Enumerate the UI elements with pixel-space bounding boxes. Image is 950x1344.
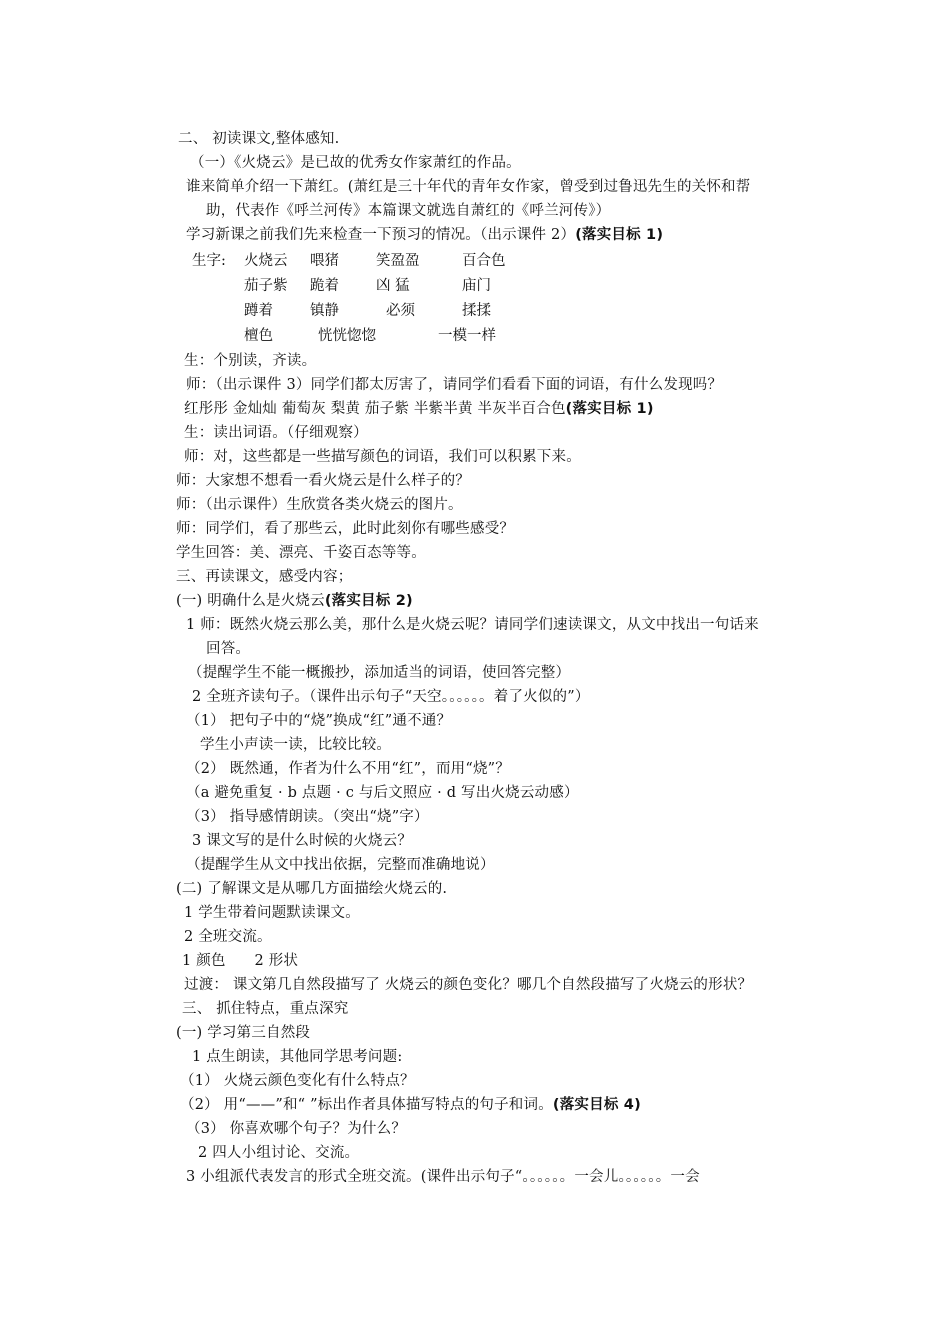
- para3-step1-line: 1 点生朗读，其他同学思考问题:: [192, 1049, 403, 1065]
- subsection-paragraph3: (一) 学习第三自然段: [176, 1025, 311, 1041]
- teacher-feelings-line: 师：同学们，看了那些云，此时此刻你有哪些感受？: [176, 521, 515, 537]
- intro-author-line: （一）《火烧云》是已故的优秀女作家萧红的作品。: [190, 155, 521, 171]
- answer-options-line: （a 避免重复 · b 点题 · c 与后文照应 · d 写出火烧云动感）: [186, 785, 579, 801]
- subsection-text: (一) 明确什么是火烧云: [176, 593, 325, 609]
- vocab-word: 凶 猛: [376, 278, 410, 294]
- preview-check-line: [186, 223, 663, 247]
- vocab-word: 百合色: [462, 253, 506, 269]
- vocab-word: 镇静: [310, 303, 339, 319]
- vocab-word: 笑盈盈: [376, 253, 420, 269]
- vocab-word: 茄子紫: [244, 278, 288, 294]
- vocab-word: 檀色: [244, 328, 273, 344]
- reminder-line: （提醒学生不能一概搬抄，添加适当的词语，使回答完整）: [188, 665, 571, 681]
- step1-continued: 回答。: [206, 641, 251, 657]
- student-read-words-line: 生：读出词语。（仔细观察）: [184, 425, 368, 441]
- teacher-pictures-line: 师：（出示课件）生欣赏各类火烧云的图片。: [176, 497, 463, 513]
- vocab-word: 揉揉: [462, 303, 491, 319]
- student-answer-line: 学生回答：美、漂亮、千姿百态等等。: [176, 545, 426, 561]
- question1-line: （1） 把句子中的“烧”换成“红”通不通？: [186, 713, 452, 729]
- vocab-word: 蹲着: [244, 303, 273, 319]
- subsection-aspects: (二) 了解课文是从哪几方面描绘火烧云的.: [176, 881, 448, 897]
- step2-class-read-line: 2 全班齐读句子。（课件出示句子“天空。。。。。。着了火似的”）: [192, 689, 590, 705]
- color-shape-line: 1 颜色 2 形状: [182, 953, 299, 969]
- aspects-step1-line: 1 学生带着问题默读课文。: [184, 905, 360, 921]
- vocab-word: 火烧云: [244, 253, 288, 269]
- color-words-line: [184, 397, 654, 421]
- question2-line: （2） 既然通，作者为什么不用“红”，而用“烧”？: [186, 761, 510, 777]
- vocab-row-1: [192, 249, 612, 273]
- vocab-label: 生字:: [192, 253, 226, 269]
- para3-step3-line: 3 小组派代表发言的形式全班交流。(课件出示句子“。。。。。。一会儿。。。。。。一会: [186, 1169, 700, 1185]
- teacher-courseware3-line: 师：（出示课件 3）同学们都太厉害了，请同学们看看下面的词语，有什么发现吗？: [186, 377, 723, 393]
- para3-question1-line: （1） 火烧云颜色变化有什么特点？: [180, 1073, 415, 1089]
- vocab-word: 跪着: [310, 278, 339, 294]
- vocab-word: 喂猪: [310, 253, 339, 269]
- teacher-accumulate-line: 师：对，这些都是一些描写颜色的词语，我们可以积累下来。: [184, 449, 581, 465]
- vocab-row-2: [192, 274, 612, 298]
- aspects-step2-line: 2 全班交流。: [184, 929, 272, 945]
- question3-line: （3） 指导感情朗读。（突出“烧”字）: [186, 809, 429, 825]
- section-heading-key-study: 三、 抓住特点，重点深究: [182, 1001, 349, 1017]
- vocab-row-3: [192, 299, 612, 323]
- vocab-word: 恍恍惚惚: [318, 328, 376, 344]
- intro-xiaohong-continued: 助，代表作《呼兰河传》本篇课文就选自萧红的《呼兰河传》）: [206, 203, 611, 219]
- objective-tag: (落实目标 1): [565, 401, 654, 417]
- para3-question3-line: （3） 你喜欢哪个句子？为什么？: [186, 1121, 407, 1137]
- vocab-row-4: [192, 324, 612, 348]
- question2-text: （2） 用“——”和“ ”标出作者具体描写特点的句子和词。: [180, 1097, 553, 1113]
- intro-xiaohong-line: 谁来简单介绍一下萧红。(萧红是三十年代的青年女作家，曾受到过鲁迅先生的关怀和帮: [186, 179, 751, 195]
- objective-tag: (落实目标 1): [575, 227, 664, 243]
- para3-question2-line: [180, 1093, 641, 1117]
- preview-check-text: 学习新课之前我们先来检查一下预习的情况。（出示课件 2）: [186, 227, 576, 243]
- step3-line: 3 课文写的是什么时候的火烧云？: [192, 833, 413, 849]
- vocab-word: 庙门: [462, 278, 491, 294]
- para3-step2-line: 2 四人小组讨论、交流。: [198, 1145, 360, 1161]
- reminder-evidence-line: （提醒学生从文中找出依据，完整而准确地说）: [186, 857, 495, 873]
- student-reading-line: 生：个别读，齐读。: [184, 353, 317, 369]
- vocab-word: 一模一样: [438, 328, 496, 344]
- step1-teacher-line: 1 师：既然火烧云那么美，那什么是火烧云呢？请同学们速读课文，从文中找出一句话来: [186, 617, 759, 633]
- section-heading-reread: 三、再读课文，感受内容；: [176, 569, 353, 585]
- color-words-text: 红彤彤 金灿灿 葡萄灰 梨黄 茄子紫 半紫半黄 半灰半百合色: [184, 401, 566, 417]
- teacher-question-line: 师：大家想不想看一看火烧云是什么样子的？: [176, 473, 470, 489]
- section-heading-first-reading: 二、 初读课文,整体感知.: [178, 131, 340, 147]
- objective-tag: (落实目标 2): [324, 593, 413, 609]
- transition-line: 过渡： 课文第几自然段描写了 火烧云的颜色变化？哪几个自然段描写了火烧云的形状？: [184, 977, 753, 993]
- subsection-what-is-fire-cloud: [176, 589, 413, 613]
- objective-tag: (落实目标 4): [552, 1097, 641, 1113]
- vocab-word: 必须: [386, 303, 415, 319]
- student-compare-line: 学生小声读一读，比较比较。: [200, 737, 392, 753]
